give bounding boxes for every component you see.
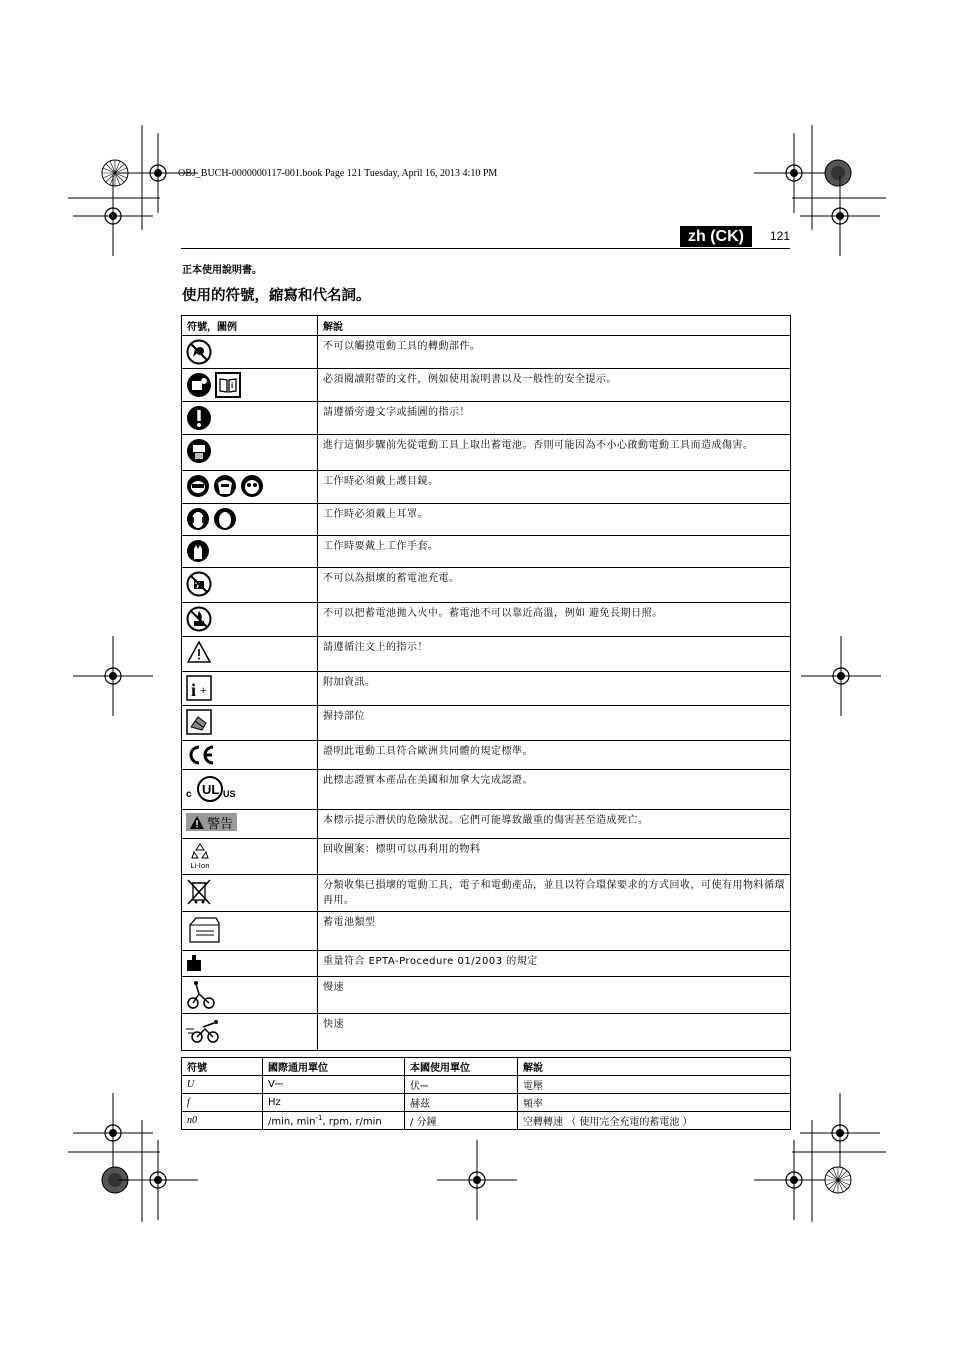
no-fire-battery-icon [186,606,212,632]
row-text: 證明此電動工具符合歐洲共同體的規定標準。 [318,741,791,770]
symbols-table-header [182,316,791,336]
slow-bike-icon [186,980,216,1010]
table-row [182,912,791,951]
symbols-table [181,315,791,1051]
svg-text:US: US [223,789,236,799]
row-text: 慢速 [318,977,791,1014]
svg-text:UL: UL [202,782,220,797]
warning-label-text: 警告 [207,816,234,832]
table-row [182,1076,791,1094]
row-text: 快速 [318,1014,791,1051]
table-row [182,741,791,770]
row-text: 工作時必須戴上護目鏡。 [318,471,791,504]
language-badge: zh (CK) [680,226,752,247]
page-number: 121 [770,229,791,243]
table-row [182,839,791,875]
warning-triangle-icon [186,640,212,664]
exclamation-icon [186,405,212,431]
recycle-li-ion-icon [186,842,214,871]
gloves-icon [186,539,210,563]
header-local-unit: 本國使用單位 [405,1058,518,1076]
read-manual-icon [186,372,212,398]
table-row [182,435,791,471]
intl-unit: V⎓ [263,1076,405,1094]
units-table [181,1057,791,1130]
warning-label-icon [186,813,237,831]
local-unit: 伏⎓ [405,1076,518,1094]
face-shield-icon [213,474,237,498]
ear-muff-icon [186,507,210,531]
row-text: 重量符合 EPTA-Procedure 01/2003 的規定 [318,951,791,977]
intl-unit: Hz [263,1094,405,1112]
fast-bike-icon [186,1017,220,1045]
unit-symbol: n0 [182,1112,263,1130]
row-text: 請遵循注文上的指示！ [318,637,791,672]
svg-text:i: i [231,381,234,390]
table-row [182,770,791,810]
header-symbol: 符號，圖例 [182,316,318,336]
local-unit: / 分鐘 [405,1112,518,1130]
ce-mark-icon [186,744,216,766]
li-ion-label: Li-Ion [190,862,210,870]
table-row [182,603,791,637]
row-text: 請遵循旁邊文字或插圖的指示！ [318,402,791,435]
battery-pack-icon [186,915,222,947]
cul-us-mark-icon [186,773,234,805]
row-text: 工作時必須戴上耳罩。 [318,504,791,536]
svg-text:c: c [186,789,192,800]
section-title: 使用的符號，縮寫和代名詞。 [182,288,371,304]
goggles-icon [186,474,210,498]
header-explanation: 解說 [518,1058,791,1076]
row-text: 不可以觸摸電動工具的轉動部件。 [318,336,791,369]
table-row [182,402,791,435]
info-icon [186,675,212,701]
svg-text:i: i [191,680,197,700]
table-row [182,336,791,369]
table-row [182,568,791,603]
row-text: 握持部位 [318,706,791,741]
ear-plug-icon [213,507,237,531]
row-text: 不可以把蓄電池拋入火中。蓄電池不可以靠近高溫，例如 避免長期日照。 [318,603,791,637]
unit-desc: 電壓 [518,1076,791,1094]
table-row [182,672,791,706]
row-text: 不可以為損壞的蓄電池充電。 [318,568,791,603]
table-row [182,810,791,839]
table-row [182,637,791,672]
local-unit: 赫茲 [405,1094,518,1112]
row-text: 分類收集已損壞的電動工具，電子和電動產品，並且以符合環保要求的方式回收，可使有用物料循環再用。 [318,875,791,912]
table-row [182,706,791,741]
book-info-line: OBJ_BUCH-0000000117-001.book Page 121 Tuesday, April 16, 2013 4:10 PM [178,168,498,179]
grip-hand-icon [186,709,212,735]
unit-desc: 空轉轉速 （ 使用完全充電的蓄電池 ） [518,1112,791,1130]
intl-unit-post: , rpm, r/min [322,1116,382,1128]
unit-desc: 頻率 [518,1094,791,1112]
row-text: 此標志證實本產品在美國和加拿大完成認證。 [318,770,791,810]
unit-symbol: f [182,1094,263,1112]
intl-unit-sup: -1 [315,1113,323,1122]
table-row [182,1112,791,1130]
intl-unit-pre: /min, min [268,1116,316,1128]
no-charge-damaged-battery-icon [186,571,212,597]
units-table-header [182,1058,791,1076]
row-text: 本標示提示潛伏的危險狀況。它們可能導致嚴重的傷害甚至造成死亡。 [318,810,791,839]
no-touch-rotating-icon [186,339,212,365]
safety-glasses-icon [240,474,264,498]
table-row [182,875,791,912]
table-row [182,951,791,977]
table-row [182,369,791,402]
row-text: 蓄電池類型 [318,912,791,951]
row-text: 工作時要戴上工作手套。 [318,536,791,568]
header-explanation: 解說 [318,316,791,336]
row-text: 回收圖案：標明可以再利用的物料 [318,839,791,875]
header-rule [181,248,790,249]
table-row [182,536,791,568]
row-text: 必須閱讀附帶的文件，例如使用說明書以及一般性的安全提示。 [318,369,791,402]
crossed-bin-icon [186,878,212,906]
original-manual-note: 正本使用說明書。 [182,265,262,276]
table-row [182,471,791,504]
remove-battery-icon [186,438,212,464]
svg-text:+: + [200,685,207,697]
table-row [182,504,791,536]
intl-unit [263,1112,405,1130]
book-icon [215,372,241,398]
row-text: 附加資訊。 [318,672,791,706]
row-text: 進行這個步驟前先從電動工具上取出蓄電池。否則可能因為不小心啟動電動工具而造成傷害。 [318,435,791,471]
table-row [182,1094,791,1112]
header-symbol: 符號 [182,1058,263,1076]
table-row [182,977,791,1014]
table-row [182,1014,791,1051]
weight-icon [186,954,202,972]
header-intl-unit: 國際通用單位 [263,1058,405,1076]
unit-symbol: U [182,1076,263,1094]
